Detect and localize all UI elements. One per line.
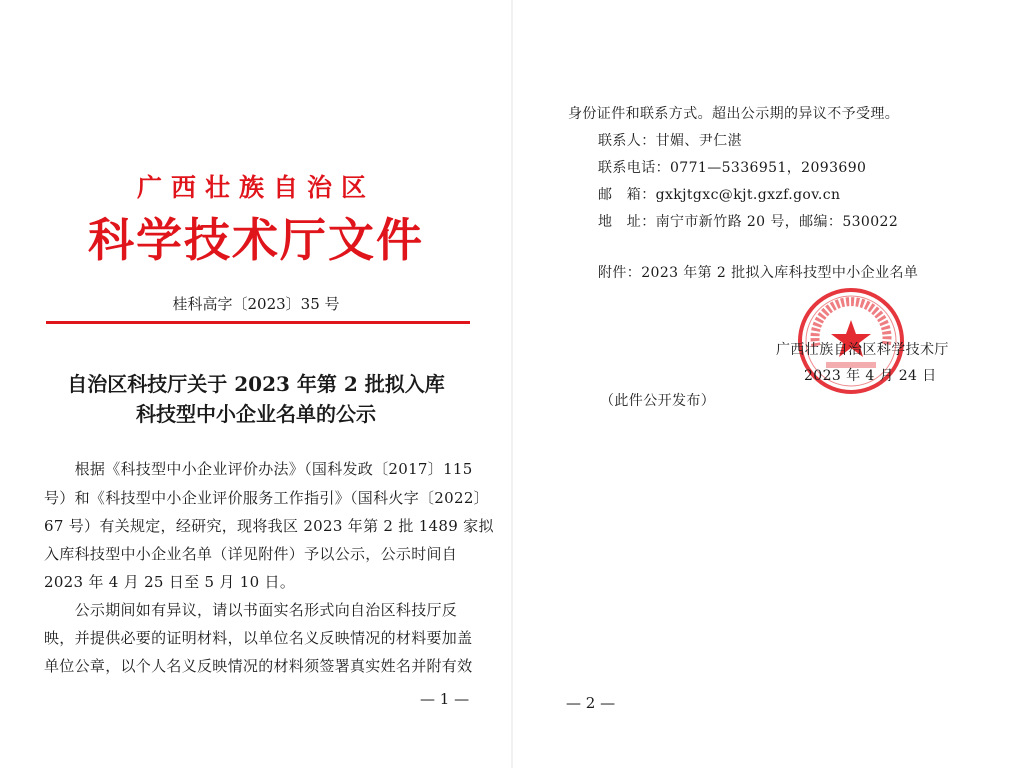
page-number: — 1 — xyxy=(420,690,470,708)
signature-organization: 广西壮族自治区科学技术厅 xyxy=(776,342,949,358)
document-number: 桂科高字〔2023〕35 号 xyxy=(172,295,340,313)
publish-note: （此件公开发布） xyxy=(600,393,716,409)
contact-address: 地 址：南宁市新竹路 20 号，邮编：530022 xyxy=(598,214,899,230)
contact-phone: 联系电话：0771—5336951，2093690 xyxy=(598,160,867,176)
document-title-line-1: 自治区科技厅关于 2023 年第 2 批拟入库 xyxy=(67,372,445,396)
issuer-name: 广西壮族自治区 xyxy=(136,173,375,202)
attachment-note: 附件：2023 年第 2 批拟入库科技型中小企业名单 xyxy=(598,265,919,281)
body-line: 67 号）有关规定，经研究，现将我区 2023 年第 2 批 1489 家拟 xyxy=(44,517,494,535)
body-line: 单位公章，以个人名义反映情况的材料须签署真实姓名并附有效 xyxy=(44,657,473,675)
body-line: 根据《科技型中小企业评价办法》（国科发政〔2017〕115 xyxy=(44,460,473,478)
contact-person: 联系人：甘媚、尹仁湛 xyxy=(598,133,742,149)
body-line: 入库科技型中小企业名单（详见附件）予以公示，公示时间自 xyxy=(44,545,458,563)
body-line: 映，并提供必要的证明材料，以单位名义反映情况的材料要加盖 xyxy=(44,629,473,647)
contact-email: 邮 箱：gxkjtgxc@kjt.gxzf.gov.cn xyxy=(598,187,841,203)
red-header-rule xyxy=(46,321,470,324)
signature-date: 2023 年 4 月 24 日 xyxy=(804,368,937,384)
continued-text-line: 身份证件和联系方式。超出公示期的异议不予受理。 xyxy=(568,106,900,122)
page-gutter xyxy=(511,0,513,768)
document-type-heading: 科学技术厅文件 xyxy=(88,213,424,267)
body-line: 号）和《科技型中小企业评价服务工作指引》（国科火字〔2022〕 xyxy=(44,489,489,507)
document-title-line-2: 科技型中小企业名单的公示 xyxy=(136,402,376,426)
body-line: 2023 年 4 月 25 日至 5 月 10 日。 xyxy=(44,573,296,591)
page-number: — 2 — xyxy=(566,694,616,712)
body-line: 公示期间如有异议，请以书面实名形式向自治区科技厅反 xyxy=(44,601,458,619)
